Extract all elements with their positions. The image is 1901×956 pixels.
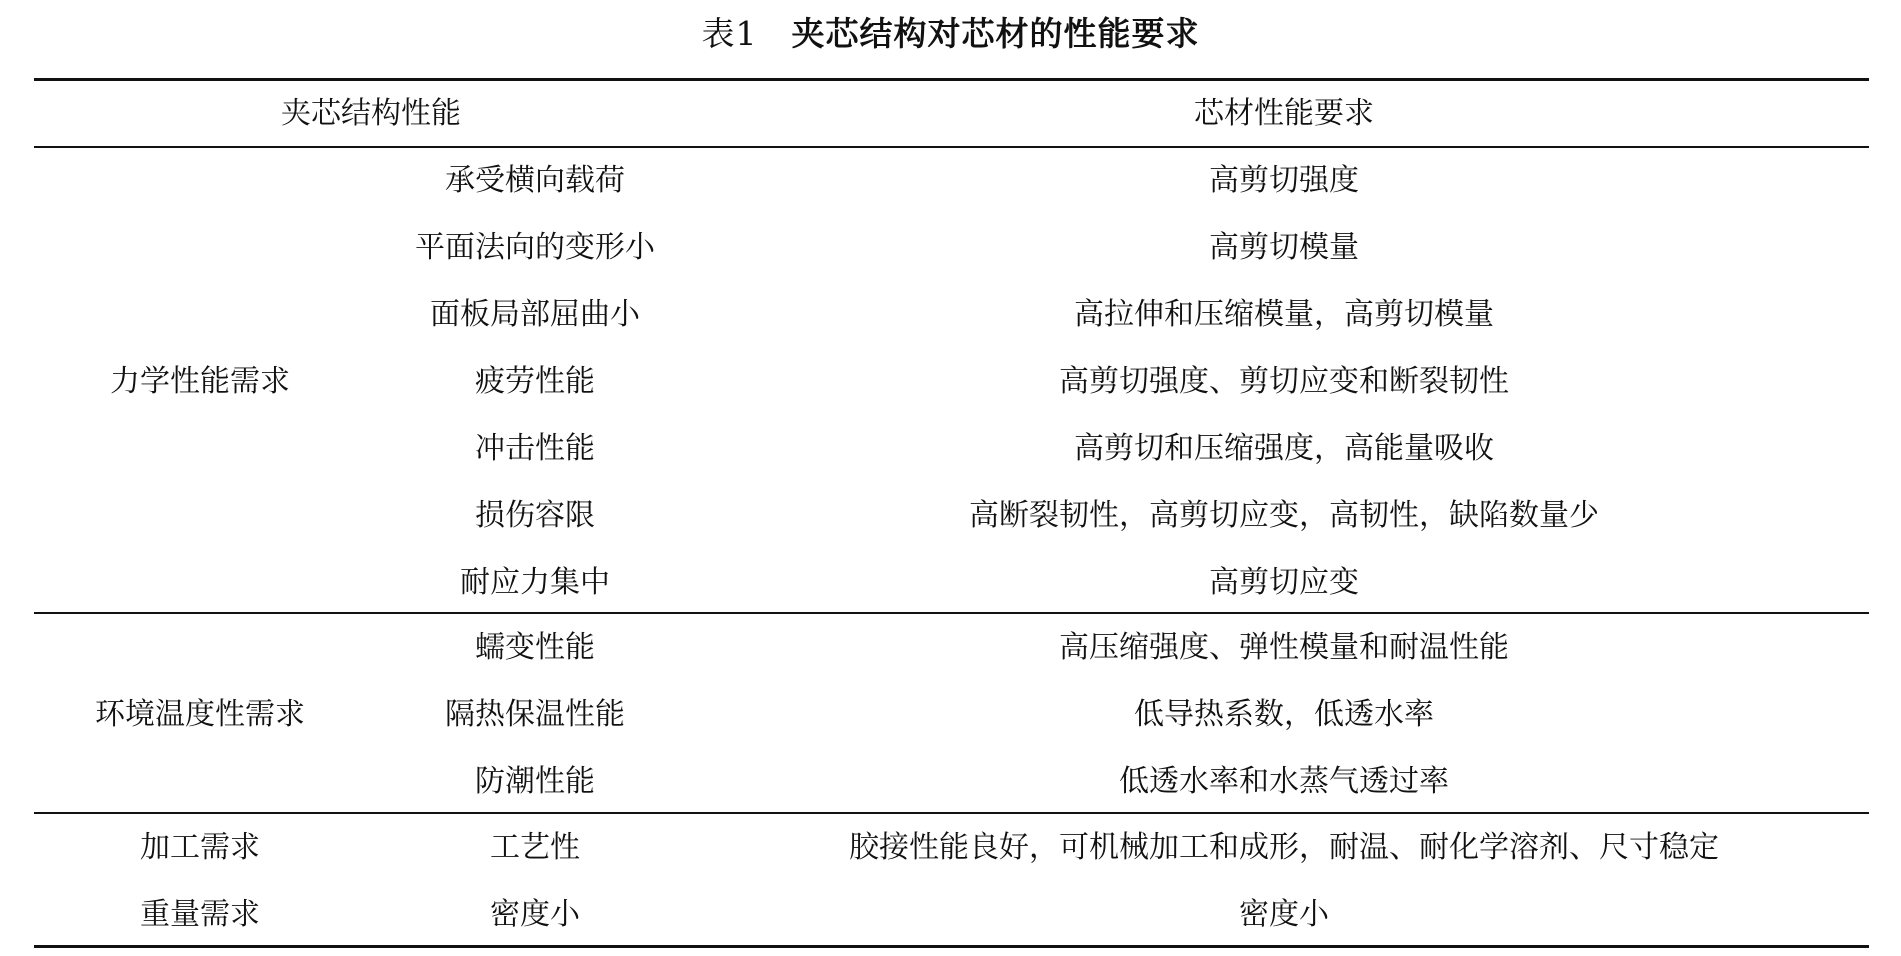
header-core-requirement: 芯材性能要求 bbox=[1194, 96, 1374, 131]
table-number: 表1 bbox=[701, 14, 758, 53]
category-weight: 重量需求 bbox=[140, 897, 260, 932]
requirement-cell: 高剪切强度 bbox=[1209, 163, 1359, 198]
requirement-cell: 高剪切应变 bbox=[1209, 565, 1359, 600]
property-cell: 工艺性 bbox=[490, 830, 580, 865]
requirement-cell: 高断裂韧性，高剪切应变，高韧性，缺陷数量少 bbox=[969, 498, 1599, 533]
requirement-cell: 高压缩强度、弹性模量和耐温性能 bbox=[1059, 630, 1509, 665]
requirement-cell: 低透水率和水蒸气透过率 bbox=[1119, 764, 1449, 799]
property-cell: 隔热保温性能 bbox=[445, 697, 625, 732]
property-cell: 面板局部屈曲小 bbox=[430, 297, 640, 332]
header-structure-performance: 夹芯结构性能 bbox=[281, 96, 461, 131]
requirement-cell: 密度小 bbox=[1239, 897, 1329, 932]
top-rule bbox=[34, 78, 1869, 81]
property-cell: 平面法向的变形小 bbox=[415, 230, 655, 265]
property-cell: 蠕变性能 bbox=[475, 630, 595, 665]
category-environment: 环境温度性需求 bbox=[95, 697, 305, 732]
property-cell: 耐应力集中 bbox=[460, 565, 610, 600]
group-divider-2 bbox=[34, 812, 1869, 814]
requirement-cell: 低导热系数，低透水率 bbox=[1134, 697, 1434, 732]
table-title-text: 夹芯结构对芯材的性能要求 bbox=[791, 14, 1200, 53]
requirement-cell: 高剪切强度、剪切应变和断裂韧性 bbox=[1059, 364, 1509, 399]
property-cell: 冲击性能 bbox=[475, 431, 595, 466]
requirement-cell: 高剪切模量 bbox=[1209, 230, 1359, 265]
requirement-cell: 高剪切和压缩强度，高能量吸收 bbox=[1074, 431, 1494, 466]
group-divider-1 bbox=[34, 612, 1869, 614]
header-rule bbox=[34, 146, 1869, 148]
category-mechanical: 力学性能需求 bbox=[110, 364, 290, 399]
property-cell: 损伤容限 bbox=[475, 498, 595, 533]
property-cell: 疲劳性能 bbox=[475, 364, 595, 399]
bottom-rule bbox=[34, 945, 1869, 948]
category-processing: 加工需求 bbox=[140, 830, 260, 865]
requirement-cell: 高拉伸和压缩模量，高剪切模量 bbox=[1074, 297, 1494, 332]
requirement-cell: 胶接性能良好，可机械加工和成形，耐温、耐化学溶剂、尺寸稳定 bbox=[849, 830, 1719, 865]
property-cell: 承受横向载荷 bbox=[445, 163, 625, 198]
table-title bbox=[0, 8, 1901, 55]
property-cell: 防潮性能 bbox=[475, 764, 595, 799]
property-cell: 密度小 bbox=[490, 897, 580, 932]
